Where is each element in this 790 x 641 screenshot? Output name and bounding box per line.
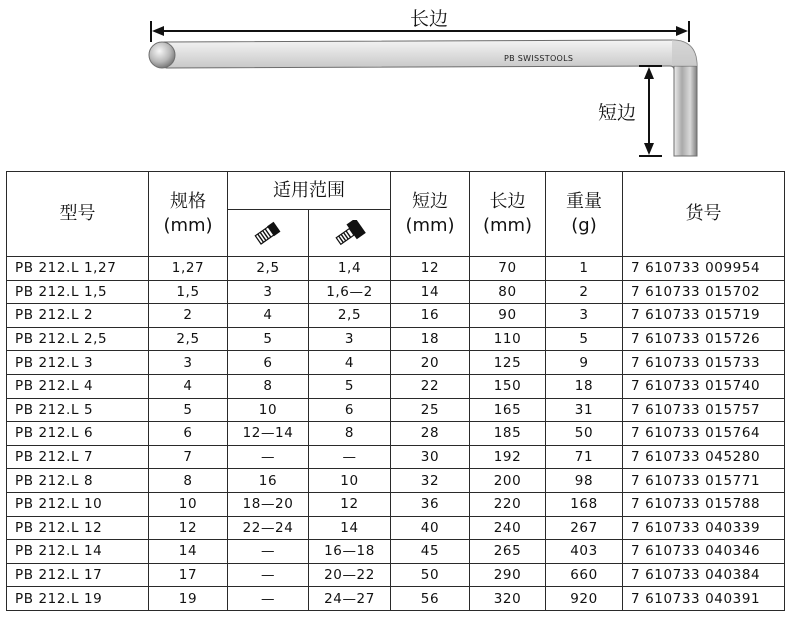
table-row: [7, 327, 785, 351]
cell-model: PB 212.L 10: [7, 492, 149, 516]
cell-range-set-screw: 22—24: [228, 516, 309, 540]
table-row: [7, 351, 785, 375]
cell-model: PB 212.L 5: [7, 398, 149, 422]
cell-size: 8: [149, 469, 228, 493]
cell-range-cap-screw: 3: [309, 327, 391, 351]
header-long-unit: (mm): [482, 215, 533, 236]
cell-weight: 50: [546, 422, 623, 446]
header-long-label: 长边: [489, 191, 526, 212]
cell-long-side: 240: [470, 516, 546, 540]
cell-model: PB 212.L 6: [7, 422, 149, 446]
cell-weight: 168: [546, 492, 623, 516]
cell-range-set-screw: 2,5: [228, 257, 309, 281]
cell-short-side: 14: [391, 280, 470, 304]
cell-short-side: 16: [391, 304, 470, 328]
short-side-label: 短边: [598, 102, 637, 124]
cell-product-code: 7 610733 015702: [623, 280, 785, 304]
cell-range-cap-screw: 2,5: [309, 304, 391, 328]
header-size-unit: (mm): [163, 215, 213, 236]
cell-long-side: 192: [470, 445, 546, 469]
cell-size: 12: [149, 516, 228, 540]
cell-range-set-screw: 5: [228, 327, 309, 351]
cell-size: 6: [149, 422, 228, 446]
cell-model: PB 212.L 2: [7, 304, 149, 328]
cell-range-set-screw: 8: [228, 374, 309, 398]
table-row: [7, 422, 785, 446]
cell-range-set-screw: 4: [228, 304, 309, 328]
cell-product-code: 7 610733 015719: [623, 304, 785, 328]
header-size: [149, 172, 228, 257]
cell-weight: 1: [546, 257, 623, 281]
cell-short-side: 45: [391, 540, 470, 564]
cell-size: 17: [149, 563, 228, 587]
cell-range-cap-screw: 10: [309, 469, 391, 493]
cell-size: 5: [149, 398, 228, 422]
cell-model: PB 212.L 14: [7, 540, 149, 564]
cell-short-side: 56: [391, 587, 470, 611]
cell-range-cap-screw: 14: [309, 516, 391, 540]
cell-product-code: 7 610733 040384: [623, 563, 785, 587]
cell-range-set-screw: 6: [228, 351, 309, 375]
cell-weight: 98: [546, 469, 623, 493]
header-weight-label: 重量: [566, 191, 602, 212]
cell-short-side: 22: [391, 374, 470, 398]
cell-long-side: 90: [470, 304, 546, 328]
table-row: [7, 492, 785, 516]
cell-range-cap-screw: 5: [309, 374, 391, 398]
cell-weight: 403: [546, 540, 623, 564]
cell-size: 3: [149, 351, 228, 375]
hex-key-illustration: [0, 0, 790, 170]
cell-size: 1,5: [149, 280, 228, 304]
brand-logo: PB SWISSTOOLS: [504, 54, 574, 63]
cell-product-code: 7 610733 009954: [623, 257, 785, 281]
cell-range-cap-screw: 1,6—2: [309, 280, 391, 304]
cell-product-code: 7 610733 040346: [623, 540, 785, 564]
cell-product-code: 7 610733 015740: [623, 374, 785, 398]
cell-model: PB 212.L 12: [7, 516, 149, 540]
cell-range-set-screw: —: [228, 445, 309, 469]
header-short-label: 短边: [412, 191, 448, 212]
cap-screw-icon: [333, 220, 367, 246]
cell-weight: 920: [546, 587, 623, 611]
cell-range-cap-screw: 24—27: [309, 587, 391, 611]
cell-product-code: 7 610733 015757: [623, 398, 785, 422]
header-long: [470, 172, 546, 257]
cell-size: 10: [149, 492, 228, 516]
cell-product-code: 7 610733 015733: [623, 351, 785, 375]
cell-weight: 31: [546, 398, 623, 422]
cell-long-side: 125: [470, 351, 546, 375]
cell-range-cap-screw: 12: [309, 492, 391, 516]
cell-product-code: 7 610733 015788: [623, 492, 785, 516]
table-row: [7, 445, 785, 469]
cell-short-side: 18: [391, 327, 470, 351]
cell-size: 7: [149, 445, 228, 469]
header-code: 货号: [623, 172, 785, 257]
cell-model: PB 212.L 19: [7, 587, 149, 611]
table-row: [7, 516, 785, 540]
table-row: [7, 398, 785, 422]
cell-long-side: 70: [470, 257, 546, 281]
cell-range-cap-screw: —: [309, 445, 391, 469]
cell-product-code: 7 610733 015771: [623, 469, 785, 493]
cell-product-code: 7 610733 045280: [623, 445, 785, 469]
table-row: [7, 563, 785, 587]
cell-range-set-screw: 10: [228, 398, 309, 422]
cell-short-side: 25: [391, 398, 470, 422]
cell-model: PB 212.L 1,5: [7, 280, 149, 304]
spec-table: [6, 171, 785, 611]
cell-range-set-screw: —: [228, 540, 309, 564]
cell-weight: 71: [546, 445, 623, 469]
table-row: [7, 374, 785, 398]
cell-long-side: 265: [470, 540, 546, 564]
cell-short-side: 40: [391, 516, 470, 540]
cell-range-set-screw: —: [228, 587, 309, 611]
cell-weight: 9: [546, 351, 623, 375]
cell-range-cap-screw: 6: [309, 398, 391, 422]
cell-range-set-screw: 18—20: [228, 492, 309, 516]
cell-model: PB 212.L 8: [7, 469, 149, 493]
cell-weight: 5: [546, 327, 623, 351]
cell-size: 4: [149, 374, 228, 398]
cell-short-side: 20: [391, 351, 470, 375]
table-row: [7, 540, 785, 564]
cell-long-side: 185: [470, 422, 546, 446]
cell-product-code: 7 610733 040391: [623, 587, 785, 611]
cell-weight: 2: [546, 280, 623, 304]
header-range-set-screw: [228, 210, 309, 257]
cell-product-code: 7 610733 015764: [623, 422, 785, 446]
cell-size: 2: [149, 304, 228, 328]
cell-size: 2,5: [149, 327, 228, 351]
cell-model: PB 212.L 1,27: [7, 257, 149, 281]
cell-weight: 267: [546, 516, 623, 540]
cell-range-cap-screw: 8: [309, 422, 391, 446]
cell-long-side: 165: [470, 398, 546, 422]
cell-size: 14: [149, 540, 228, 564]
cell-weight: 3: [546, 304, 623, 328]
cell-short-side: 50: [391, 563, 470, 587]
spec-table-body: [7, 257, 785, 611]
cell-long-side: 320: [470, 587, 546, 611]
header-short-unit: (mm): [405, 215, 455, 236]
cell-weight: 660: [546, 563, 623, 587]
table-row: [7, 587, 785, 611]
cell-product-code: 7 610733 040339: [623, 516, 785, 540]
table-row: [7, 469, 785, 493]
cell-long-side: 220: [470, 492, 546, 516]
short-dimension-arrow: [639, 66, 662, 156]
header-size-label: 规格: [170, 191, 206, 212]
header-short: [391, 172, 470, 257]
table-row: [7, 304, 785, 328]
cell-long-side: 200: [470, 469, 546, 493]
cell-long-side: 110: [470, 327, 546, 351]
cell-size: 1,27: [149, 257, 228, 281]
cell-short-side: 36: [391, 492, 470, 516]
cell-product-code: 7 610733 015726: [623, 327, 785, 351]
cell-range-set-screw: 3: [228, 280, 309, 304]
cell-long-side: 80: [470, 280, 546, 304]
header-weight-unit: (g): [571, 215, 597, 236]
long-side-label: 长边: [410, 8, 449, 30]
cell-short-side: 28: [391, 422, 470, 446]
cell-model: PB 212.L 3: [7, 351, 149, 375]
header-range: 适用范围: [228, 172, 391, 210]
cell-short-side: 30: [391, 445, 470, 469]
cell-range-cap-screw: 20—22: [309, 563, 391, 587]
cell-long-side: 290: [470, 563, 546, 587]
cell-long-side: 150: [470, 374, 546, 398]
cell-range-set-screw: 12—14: [228, 422, 309, 446]
cell-range-cap-screw: 4: [309, 351, 391, 375]
cell-short-side: 32: [391, 469, 470, 493]
cell-model: PB 212.L 4: [7, 374, 149, 398]
cell-model: PB 212.L 2,5: [7, 327, 149, 351]
cell-weight: 18: [546, 374, 623, 398]
table-row: [7, 257, 785, 281]
cell-range-set-screw: —: [228, 563, 309, 587]
cell-range-cap-screw: 1,4: [309, 257, 391, 281]
header-range-cap-screw: [309, 210, 391, 257]
cell-model: PB 212.L 17: [7, 563, 149, 587]
header-weight: [546, 172, 623, 257]
cell-size: 19: [149, 587, 228, 611]
cell-range-set-screw: 16: [228, 469, 309, 493]
hex-key-diagram: [0, 0, 790, 170]
cell-range-cap-screw: 16—18: [309, 540, 391, 564]
header-model: 型号: [7, 172, 149, 257]
table-row: [7, 280, 785, 304]
cell-short-side: 12: [391, 257, 470, 281]
set-screw-icon: [251, 220, 285, 246]
cell-model: PB 212.L 7: [7, 445, 149, 469]
